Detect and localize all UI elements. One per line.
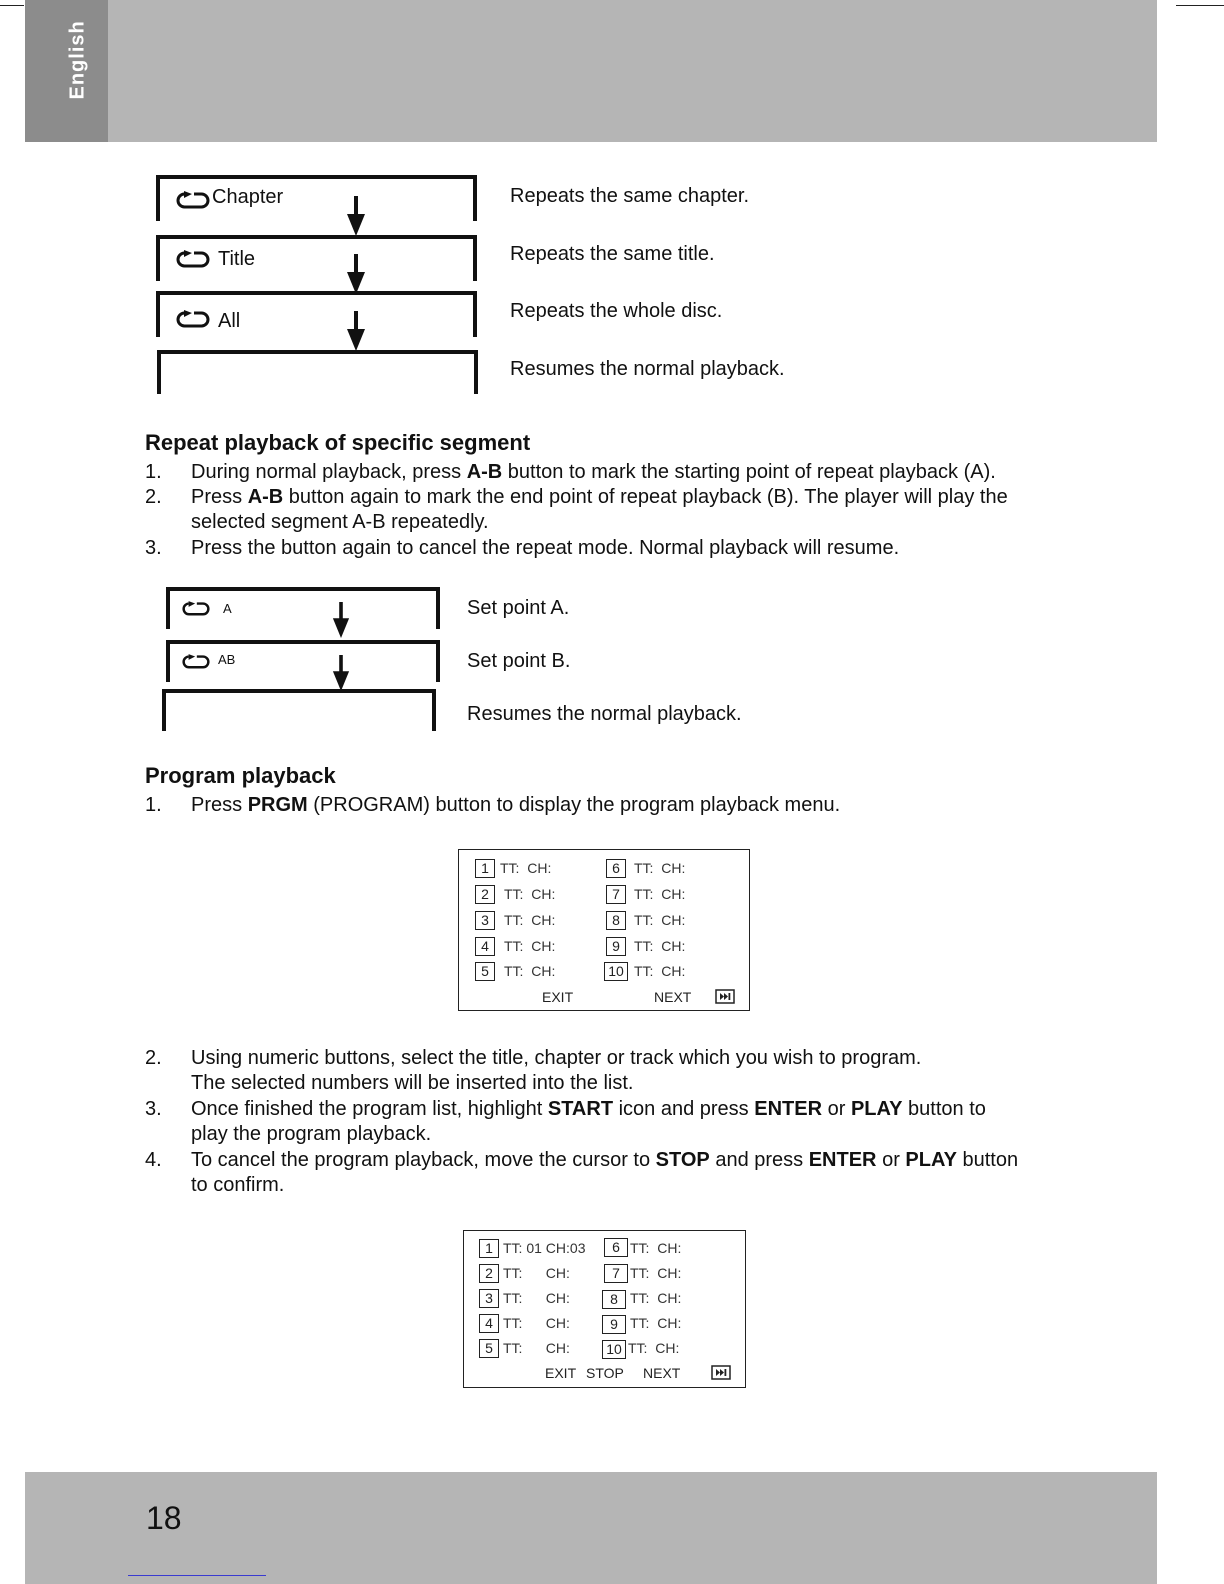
program-slot-number[interactable]: 1 (475, 859, 495, 878)
crop-mark (1176, 5, 1224, 6)
program-slot-text: TT: CH: (634, 938, 686, 954)
program-slot-text: TT: CH: (503, 1265, 570, 1281)
program-slot-number[interactable]: 4 (475, 937, 495, 956)
program-slot-text: TT: CH: (628, 1340, 680, 1356)
program-slot-number[interactable]: 7 (604, 1264, 628, 1283)
repeat-icon (176, 249, 210, 269)
skip-next-icon[interactable] (715, 989, 735, 1004)
repeat-title-box (156, 235, 477, 281)
arrow-down-icon (346, 311, 366, 351)
program-slot-text: TT: CH: (634, 860, 686, 876)
ab-off-box (162, 689, 436, 731)
arrow-down-icon (332, 601, 350, 639)
program-slot-number[interactable]: 3 (479, 1289, 499, 1308)
program-slot-text: TT: CH: (503, 1340, 570, 1356)
next-button[interactable]: NEXT (643, 1365, 681, 1381)
program-slot-number[interactable]: 8 (606, 911, 626, 930)
program-slot-number[interactable]: 6 (604, 1238, 628, 1257)
exit-button[interactable]: EXIT (542, 989, 574, 1005)
repeat-title-description: Repeats the same title. (510, 243, 715, 265)
arrow-down-icon (346, 254, 366, 294)
program-slot-number[interactable]: 4 (479, 1314, 499, 1333)
program-slot-number[interactable]: 5 (475, 962, 495, 981)
header-bar (25, 0, 1157, 142)
arrow-down-icon (346, 196, 366, 236)
ab-set-b-box (166, 640, 440, 682)
language-label: English (66, 20, 89, 100)
program-menu-filled (463, 1230, 746, 1388)
page-number: 18 (146, 1500, 182, 1536)
list-item: 2. Using numeric buttons, select the title, chapter or track which you wish to program. The selected numbers will be inserted into the list. (145, 1047, 922, 1094)
repeat-all-box (156, 291, 477, 337)
program-slot-number[interactable]: 3 (475, 911, 495, 930)
ab-set-a-description: Set point A. (467, 597, 570, 619)
next-button[interactable]: NEXT (654, 989, 692, 1005)
list-item: 1. During normal playback, press A-B button to mark the starting point of repeat playback (A). (145, 461, 996, 483)
program-slot-text: TT: CH: (634, 886, 686, 902)
exit-button[interactable]: EXIT (545, 1365, 577, 1381)
repeat-all-label: All (218, 310, 241, 332)
repeat-icon (182, 600, 210, 617)
stop-button[interactable]: STOP (586, 1365, 624, 1381)
program-slot-number[interactable]: 9 (602, 1315, 626, 1334)
repeat-off-box (157, 350, 478, 394)
ab-set-a-box (166, 587, 440, 629)
ab-set-b-description: Set point B. (467, 650, 571, 672)
program-slot-text: TT: CH: (500, 860, 552, 876)
program-menu (458, 849, 750, 1011)
ab-off-description: Resumes the normal playback. (467, 703, 742, 725)
program-slot-number[interactable]: 1 (479, 1239, 499, 1258)
crop-mark (0, 5, 24, 6)
program-slot-text: TT: CH: (504, 963, 556, 979)
footer-rule (128, 1575, 266, 1576)
program-slot-text: TT: CH: (630, 1315, 682, 1331)
list-item: 2. Press A-B button again to mark the end point of repeat playback (B). The player will play the selected segment A-B repeatedly. (145, 486, 1008, 533)
repeat-icon (176, 190, 210, 210)
list-item: 3. Once finished the program list, highlight START icon and press ENTER or PLAY button to play the program playback. (145, 1098, 986, 1145)
program-slot-number[interactable]: 2 (479, 1264, 499, 1283)
repeat-icon (182, 653, 210, 670)
skip-next-icon[interactable] (711, 1365, 731, 1380)
program-slot-number[interactable]: 5 (479, 1339, 499, 1358)
ab-set-a-label: A (223, 601, 232, 616)
program-slot-text: TT: CH: (634, 963, 686, 979)
repeat-chapter-description: Repeats the same chapter. (510, 185, 750, 207)
segment-section-title: Repeat playback of specific segment (145, 430, 531, 455)
ab-set-b-label: AB (218, 652, 236, 667)
program-slot-number[interactable]: 8 (602, 1290, 626, 1309)
program-slot-text: TT: 01 CH:03 (503, 1240, 586, 1256)
program-slot-text: TT: CH: (504, 938, 556, 954)
repeat-off-description: Resumes the normal playback. (510, 358, 785, 380)
program-slot-text: TT: CH: (503, 1290, 570, 1306)
repeat-icon (176, 309, 210, 329)
footer-bar (25, 1472, 1157, 1584)
program-slot-number[interactable]: 7 (606, 885, 626, 904)
arrow-down-icon (332, 654, 350, 692)
repeat-title-label: Title (218, 248, 256, 270)
program-slot-number[interactable]: 2 (475, 885, 495, 904)
program-slot-number[interactable]: 10 (604, 962, 628, 981)
program-slot-text: TT: CH: (630, 1240, 682, 1256)
repeat-chapter-box (156, 175, 477, 221)
program-slot-text: TT: CH: (504, 886, 556, 902)
program-slot-text: TT: CH: (503, 1315, 570, 1331)
program-slot-text: TT: CH: (630, 1265, 682, 1281)
list-item: 1. Press PRGM (PROGRAM) button to display the program playback menu. (145, 794, 841, 816)
program-slot-number[interactable]: 10 (602, 1340, 626, 1359)
repeat-all-description: Repeats the whole disc. (510, 300, 723, 322)
program-section-title: Program playback (145, 763, 336, 788)
program-slot-text: TT: CH: (504, 912, 556, 928)
program-slot-text: TT: CH: (630, 1290, 682, 1306)
program-slot-number[interactable]: 6 (606, 859, 626, 878)
program-slot-text: TT: CH: (634, 912, 686, 928)
program-slot-number[interactable]: 9 (606, 937, 626, 956)
repeat-chapter-label: Chapter (212, 186, 284, 208)
list-item: 3. Press the button again to cancel the repeat mode. Normal playback will resume. (145, 537, 900, 559)
list-item: 4. To cancel the program playback, move the cursor to STOP and press ENTER or PLAY button to confirm. (145, 1149, 1019, 1196)
